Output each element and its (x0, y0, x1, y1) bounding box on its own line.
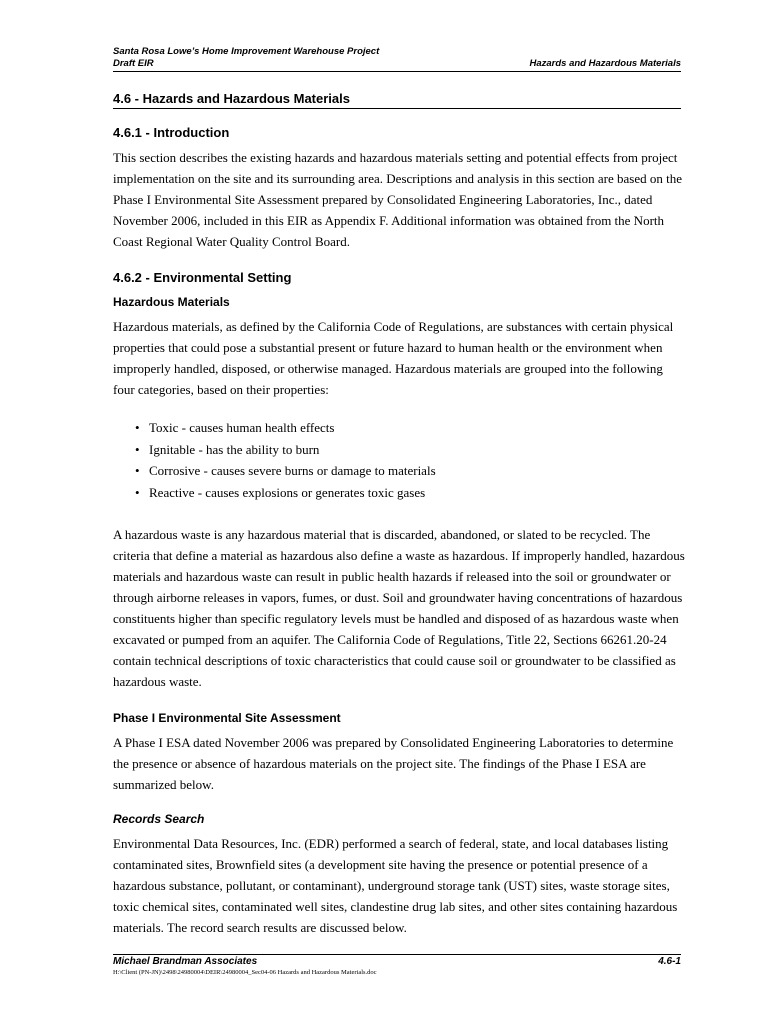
records-search-heading: Records Search (113, 812, 205, 826)
section-title-divider (113, 108, 681, 109)
hazardous-materials-paragraph: Hazardous materials, as defined by the California Code of Regulations, are substances with certain physical properties that could pose a substantial present or future hazard to human health or the environment when improperly handled, disposed, or otherwise managed. Hazardous materials are grouped into the following four categories, based on their properties: (113, 319, 674, 397)
list-item (113, 417, 673, 439)
list-item (113, 482, 673, 504)
list-item (113, 439, 673, 461)
environmental-setting-heading: 4.6.2 - Environmental Setting (113, 270, 292, 285)
section-title: 4.6 - Hazards and Hazardous Materials (113, 91, 350, 106)
footer-company: Michael Brandman Associates (113, 956, 258, 967)
footer-divider (113, 954, 681, 955)
category-label: Corrosive - causes severe burns or damage to materials (149, 463, 436, 478)
bullet-icon: • (135, 463, 140, 478)
hazardous-materials-heading: Hazardous Materials (113, 295, 230, 309)
bullet-icon: • (135, 420, 140, 435)
category-label: Toxic - causes human health effects (149, 420, 335, 435)
header-chapter-title: Hazards and Hazardous Materials (529, 58, 681, 69)
header-project-title: Santa Rosa Lowe’s Home Improvement Warehouse Project (113, 46, 380, 57)
bullet-icon: • (135, 484, 140, 500)
footer-file-path: H:\Client (PN-JN)\2498\24980004\DEIR\24980004_Sec04-06 Hazards and Hazardous Materials.doc (113, 969, 377, 976)
category-label: Reactive - causes explosions or generates toxic gases (149, 484, 426, 500)
phase-one-esa-heading: Phase I Environmental Site Assessment (113, 711, 341, 725)
introduction-heading: 4.6.1 - Introduction (113, 125, 230, 140)
category-label: Ignitable - has the ability to burn (149, 441, 320, 457)
list-item (113, 460, 673, 482)
header-divider (113, 71, 681, 72)
header-document-type: Draft EIR (113, 58, 154, 69)
hazardous-waste-paragraph: A hazardous waste is any hazardous material that is discarded, abandoned, or slated to be recycled. The criteria that define a material as hazardous also define a waste as hazardous. If improperly handled, hazardous materials and hazardous waste can result in public health hazards if released into the soil or groundwater or through airborne releases in vapors, fumes, or dust. Soil and groundwater having concentrations of hazardous constituents higher than specific regulatory levels must be handled and disposed of as hazardous waste when excavated or pumped from an aquifer. The California Code of Regulations, Title 22, Sections 66261.20-24 contain technical descriptions of toxic characteristics that could cause soil or groundwater to be classified as hazardous waste. (113, 527, 685, 689)
hazard-categories-list (113, 417, 673, 503)
bullet-icon: • (135, 441, 140, 457)
introduction-paragraph: This section describes the existing hazards and hazardous materials setting and potential effects from project implementation on the site and its surrounding area. Descriptions and analysis in this section are based on the Phase I Environmental Site Assessment prepared by Consolidated Engineering Laboratories, Inc., dated November 2006, included in this EIR as Appendix F. Additional information was obtained from the North Coast Regional Water Quality Control Board. (113, 150, 682, 249)
records-search-paragraph: Environmental Data Resources, Inc. (EDR) performed a search of federal, state, and local databases listing contaminated sites, Brownfield sites (a development site having the presence or potential presence of a hazardous substance, pollutant, or contaminant), underground storage tank (UST) sites, waste storage sites, toxic chemical sites, contaminated well sites, clandestine drug lab sites, and other sites containing hazardous materials. The record search results are discussed below. (113, 836, 678, 935)
page-number: 4.6-1 (658, 956, 681, 967)
phase-one-esa-paragraph: A Phase I ESA dated November 2006 was prepared by Consolidated Engineering Laboratories to determine the presence or absence of hazardous materials on the project site. The findings of the Phase I ESA are summarized below. (113, 735, 674, 792)
